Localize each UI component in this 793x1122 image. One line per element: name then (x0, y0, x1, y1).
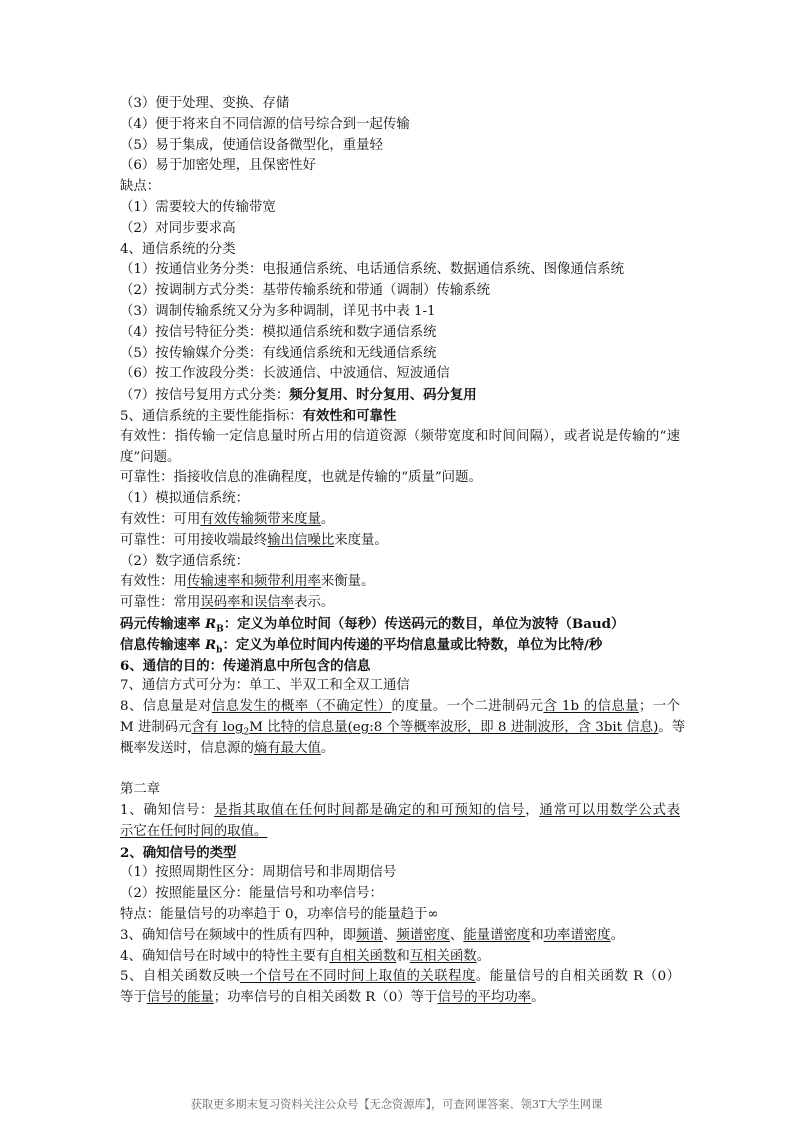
section-heading (120, 406, 680, 427)
subscript: 2 (243, 727, 250, 738)
text-run: 1、确知信号： (120, 803, 215, 819)
text-line (120, 572, 680, 593)
text-line (120, 593, 680, 614)
text-run: 5、自相关函数反映 (120, 969, 240, 985)
underlined-text: 含 1b 的信息量 (543, 699, 639, 715)
text-line: （2）按照能量区分：能量信号和功率信号： (120, 886, 383, 902)
text-line: （4）按信号特征分类：模拟通信系统和数字通信系统 (120, 324, 437, 340)
text-run: 来度量。 (334, 532, 388, 548)
text-run: 4、确知信号在时域中的特性主要有 (120, 948, 330, 964)
blank-line (120, 760, 680, 781)
section-heading: 6、通信的目的：传递消息中所包含的信息 (120, 657, 371, 674)
text-run: ；功率信号的自相关函数 R（0）等于 (213, 990, 438, 1006)
text-line (120, 967, 680, 988)
underlined-text: 熵有最大值 (253, 740, 321, 756)
text-run: ；一个 (638, 699, 681, 715)
text-line: 度”问题。 (120, 449, 181, 465)
underlined-text: 互相关函数 (409, 948, 477, 964)
text-line (120, 988, 680, 1009)
text-run: 。 (610, 927, 624, 943)
text-line (120, 531, 680, 552)
underlined-text: 信息发生的概率（不确定性） (211, 699, 392, 715)
text-run: 等于 (120, 990, 147, 1006)
text-line: （3）调制传输系统又分为多种调制，详见书中表 1-1 (120, 303, 436, 319)
text-line: （5）易于集成，使通信设备微型化，重量轻 (120, 137, 383, 153)
text-run: 8、信息量是对 (120, 699, 212, 715)
text-line (120, 697, 680, 718)
text-run: 可靠性：常用 (120, 595, 201, 611)
text-line: （3）便于处理、变换、存储 (120, 96, 290, 111)
text-line (120, 822, 680, 843)
text-line: （2）对同步要求高 (120, 220, 236, 236)
text-run: （7）按信号复用方式分类： (120, 388, 290, 404)
underlined-text: 有效传输频带来度量 (200, 511, 321, 527)
text-run: 信息传输速率 (120, 636, 206, 653)
text-line (120, 739, 680, 760)
text-run: 。 (320, 511, 335, 527)
underlined-text: 信号的能量 (146, 990, 214, 1006)
text-line: （1）按通信业务分类：电报通信系统、电话通信系统、数据通信系统、图像通信系统 (120, 262, 624, 278)
text-line (120, 385, 680, 406)
text-line: 可靠性：指接收信息的准确程度，也就是传输的“质量”问题。 (120, 470, 482, 486)
definition-line (120, 635, 680, 656)
symbol: R (205, 636, 217, 653)
text-run: 含有 log (191, 719, 244, 735)
text-line (120, 510, 680, 531)
text-run: 、 (449, 927, 464, 943)
text-line: （1）模拟通信系统： (120, 491, 250, 507)
text-run: 概率发送时，信息源的 (120, 740, 254, 756)
text-line: 缺点： (120, 179, 161, 195)
text-run: 和 (530, 927, 544, 943)
text-line: （4）便于将来自不同信源的信号综合到一起传输 (120, 116, 410, 132)
text-run: ：定义为单位时间内传递的平均信息量或比特数，单位为比特/秒 (222, 636, 603, 653)
text-run: M 进制码元 (120, 719, 192, 735)
underlined-text: 能量谱密度 (463, 927, 531, 943)
text-run: 、 (382, 927, 397, 943)
definition-line (120, 614, 680, 635)
symbol: R (205, 615, 217, 632)
text-line: 7、通信方式可分为：单工、半双工和全双工通信 (120, 678, 410, 694)
text-run: M 比特的信息量(eg:8 个等概率波形，即 8 进制波形，含 3bit 信息) (249, 719, 659, 735)
section-heading: 2、确知信号的类型 (120, 844, 237, 861)
underlined-text: 信号的平均功率 (437, 990, 532, 1006)
chapter-heading: 第二章 (120, 782, 161, 798)
text-run: 和 (396, 948, 410, 964)
text-run: ：定义为单位时间（每秒）传送码元的数目，单位为波特（Baud） (223, 615, 625, 632)
underlined-text (191, 719, 659, 738)
text-run: 的度量。一个二进制码元 (391, 699, 544, 715)
underlined-text: 是指其取值在任何时间都是确定的和可预知的信号 (214, 803, 526, 819)
document-body (120, 94, 686, 1009)
subscript: B (216, 624, 224, 635)
text-line (120, 926, 680, 947)
text-line: （5）按传输媒介分类：有线通信系统和无线通信系统 (120, 345, 437, 361)
text-line (120, 718, 686, 739)
text-line: （6）按工作波段分类：长波通信、中波通信、短波通信 (120, 366, 450, 382)
text-run: 码元传输速率 (120, 615, 206, 632)
underlined-text: 输出信噪比 (267, 532, 335, 548)
text-run: 。 (476, 948, 491, 964)
text-run: 。等 (658, 719, 686, 735)
page-footer: 获取更多期末复习资料关注公众号【无念资源库】，可查网课答案、领3T大学生网课 (190, 1098, 603, 1111)
text-run: 。能量信号的自相关函数 R（0） (475, 969, 680, 985)
text-run: 5、通信系统的主要性能指标： (120, 408, 303, 424)
text-line (120, 801, 680, 822)
underlined-text: 示它在任何时间的取值。 (120, 823, 268, 839)
underlined-text: 传输速率和频带利用率 (186, 574, 321, 590)
underlined-text: 误码率和误信率 (200, 595, 295, 611)
bold-text: 频分复用、时分复用、码分复用 (289, 387, 477, 404)
section-heading: 4、通信系统的分类 (120, 241, 236, 257)
text-run: 来衡量。 (320, 574, 375, 590)
text-run: 。 (320, 740, 335, 756)
text-line: 有效性：指传输一定信息量时所占用的信道资源（频带宽度和时间间隔），或者说是传输的“速 (120, 428, 680, 444)
bold-text: 有效性和可靠性 (302, 407, 397, 424)
underlined-text: 通常可以用数学公式表 (539, 803, 681, 819)
text-line: （1）按照周期性区分：周期信号和非周期信号 (120, 865, 397, 881)
text-run: 。 (531, 990, 545, 1006)
text-line: （2）数字通信系统： (120, 553, 250, 569)
underlined-text: 功率谱密度 (543, 927, 611, 943)
text-line: （6）易于加密处理，且保密性好 (120, 158, 316, 174)
text-line: （1）需要较大的传输带宽 (120, 199, 276, 215)
underlined-text: 频谱 (356, 927, 383, 943)
text-run: ， (525, 803, 540, 819)
text-line: （2）按调制方式分类：基带传输系统和带通（调制）传输系统 (120, 283, 491, 299)
text-run: 3、确知信号在频域中的性质有四种，即 (120, 927, 357, 943)
text-run: 有效性：用 (120, 574, 187, 590)
text-line (120, 947, 680, 968)
underlined-text: 自相关函数 (329, 948, 397, 964)
text-run: 表示。 (294, 595, 335, 611)
text-run: 有效性：可用 (120, 511, 201, 527)
underlined-text: 频谱密度 (396, 927, 450, 943)
subscript: b (216, 645, 223, 656)
underlined-text: 一个信号在不同时间上取值的关联程度 (239, 969, 476, 985)
text-run: 可靠性：可用接收端最终 (120, 532, 268, 548)
text-line: 特点：能量信号的功率趋于 0，功率信号的能量趋于∞ (120, 907, 439, 923)
